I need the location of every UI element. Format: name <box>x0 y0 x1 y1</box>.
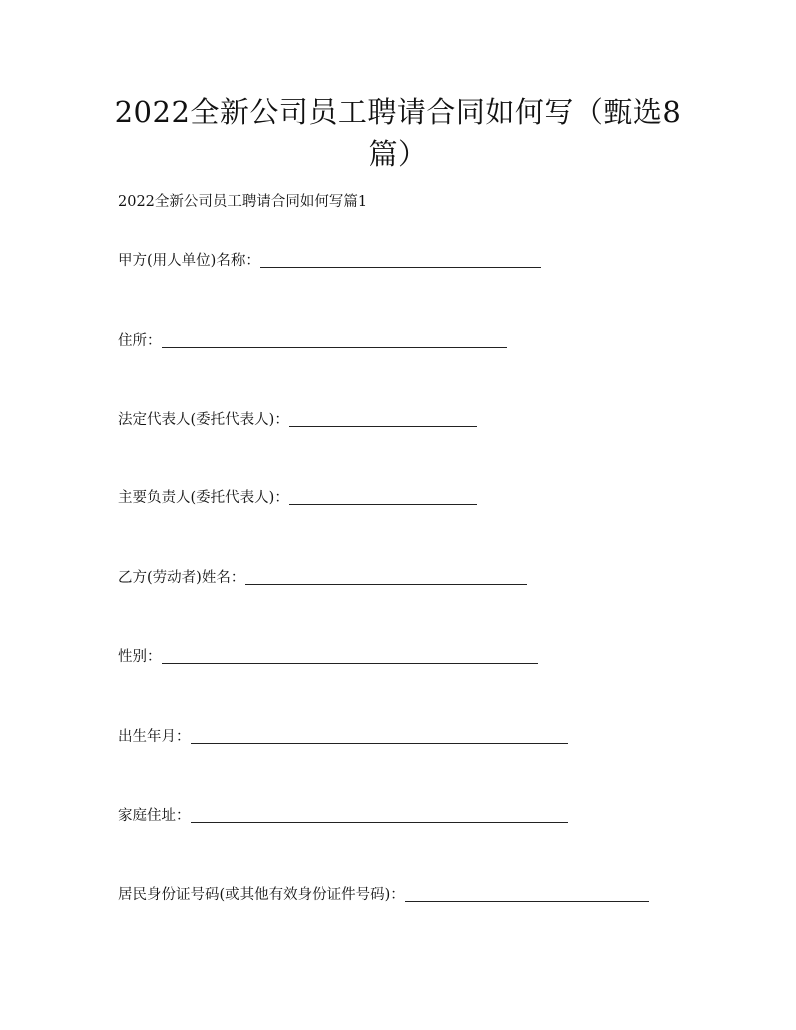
field-legal-representative <box>118 409 477 429</box>
fill-in-blank-line[interactable] <box>191 742 568 744</box>
field-label: 甲方(用人单位)名称： <box>118 253 260 269</box>
field-birth-date <box>118 726 568 746</box>
fill-in-blank-line[interactable] <box>162 662 538 664</box>
section-title: 2022全新公司员工聘请合同如何写篇1 <box>118 194 368 210</box>
document-title-line-1: 2022全新公司员工聘请合同如何写（甄选8 <box>114 95 682 129</box>
field-id-number <box>118 884 649 904</box>
field-label: 性别： <box>118 649 162 665</box>
field-employer-name <box>118 250 541 270</box>
field-label: 主要负责人(委托代表人)： <box>118 490 289 506</box>
fill-in-blank-line[interactable] <box>162 346 507 348</box>
field-label: 居民身份证号码(或其他有效身份证件号码)： <box>118 887 405 903</box>
document-title-line-2: 篇） <box>368 137 428 171</box>
fill-in-blank-line[interactable] <box>191 821 568 823</box>
field-employee-name <box>118 567 527 587</box>
field-label: 乙方(劳动者)姓名： <box>118 570 246 586</box>
field-label: 出生年月： <box>118 729 191 745</box>
field-principal <box>118 487 477 507</box>
fill-in-blank-line[interactable] <box>289 425 477 427</box>
field-label: 家庭住址： <box>118 808 191 824</box>
field-gender <box>118 646 538 666</box>
fill-in-blank-line[interactable] <box>260 266 541 268</box>
fill-in-blank-line[interactable] <box>245 583 527 585</box>
field-address <box>118 330 507 350</box>
field-label: 法定代表人(委托代表人)： <box>118 412 289 428</box>
fill-in-blank-line[interactable] <box>289 503 477 505</box>
fill-in-blank-line[interactable] <box>405 900 649 902</box>
field-home-address <box>118 805 568 825</box>
field-label: 住所： <box>118 333 162 349</box>
